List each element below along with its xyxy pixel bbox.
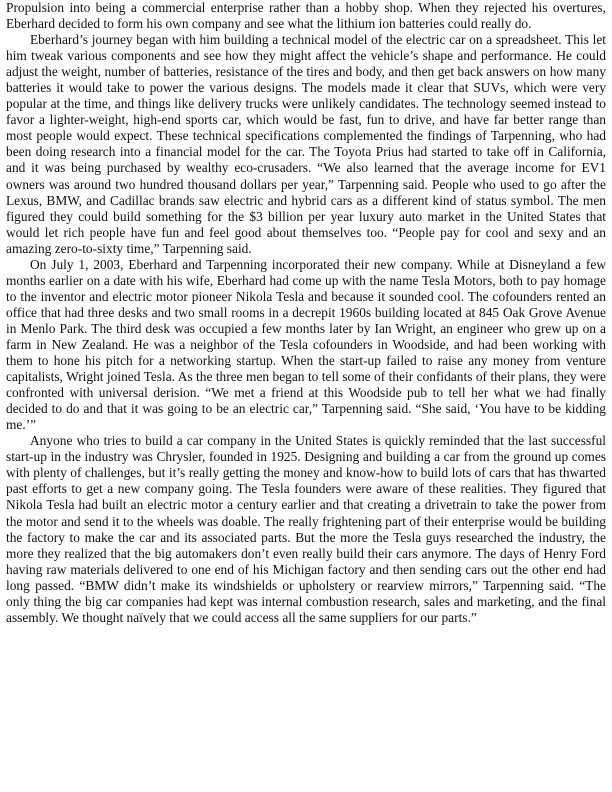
paragraph-car-industry: Anyone who tries to build a car company in the United States is quickly reminded that the last successful start-up in the industry was Chrysler, founded in 1925. Designing and building a car from the ground up comes with plenty of challenges, but it’s really getting the money and know-how to build lots of cars that has thwarted past efforts to get a new company going. The Tesla founders were aware of these realities. They figured that Nikola Tesla had built an electric motor a century earlier and that creating a drivetrain to take the power from the motor and send it to the wheels was doable. The really frightening part of their enterprise would be building the factory to make the car and its associated parts. But the more the Tesla guys researched the industry, the more they realized that the big automakers don’t even really build their cars anymore. The days of Henry Ford having raw materials delivered to one end of his Michigan factory and then sending cars out the other end had long passed. “BMW didn’t make its windshields or upholstery or rearview mirrors,” Tarpenning said. “The only thing the big car companies had kept was internal combustion research, sales and marketing, and the final assembly. We thought naïvely that we could access all the same suppliers for our parts.” — [6, 433, 606, 625]
paragraph-incorporation: On July 1, 2003, Eberhard and Tarpenning incorporated their new company. While at Disneyland a few months earlier on a date with his wife, Eberhard had come up with the name Tesla Motors, both to pay homage to the inventor and electric motor pioneer Nikola Tesla and because it sounded cool. The cofounders rented an office that had three desks and two small rooms in a decrepit 1960s building located at 845 Oak Grove Avenue in Menlo Park. The third desk was occupied a few months later by Ian Wright, an engineer who grew up on a farm in New Zealand. He was a neighbor of the Tesla cofounders in Woodside, and had been working with them to hone his pitch for a networking startup. When the start-up failed to raise any money from venture capitalists, Wright joined Tesla. As the three men began to tell some of their confidants of their plans, they were confronted with universal derision. “We met a friend at this Woodside pub to tell her what we had finally decided to do and that it was going to be an electric car,” Tarpenning said. “She said, ‘You have to be kidding me.’” — [6, 256, 606, 433]
paragraph-continuation: Propulsion into being a commercial enterprise rather than a hobby shop. When they rejected his overtures, Eberhard decided to form his own company and see what the lithium ion batteries could really do. — [6, 0, 606, 32]
paragraph-spreadsheet-model: Eberhard’s journey began with him building a technical model of the electric car on a spreadsheet. This let him tweak various components and see how they might affect the vehicle’s shape and performance. He could adjust the weight, number of batteries, resistance of the tires and body, and then get back answers on how many batteries it would take to power the various designs. The models made it clear that SUVs, which were very popular at the time, and things like delivery trucks were unlikely candidates. The technology seemed instead to favor a lighter-weight, high-end sports car, which would be fast, fun to drive, and have far better range than most people would expect. These technical specifications complemented the findings of Tarpenning, who had been doing research into a financial model for the car. The Toyota Prius had started to take off in California, and it was being purchased by wealthy eco-crusaders. “We also learned that the average income for EV1 owners was around two hundred thousand dollars per year,” Tarpenning said. People who used to go after the Lexus, BMW, and Cadillac brands saw electric and hybrid cars as a different kind of status symbol. The men figured they could build something for the $3 billion per year luxury auto market in the United States that would let rich people have fun and feel good about themselves too. “People pay for cool and sexy and an amazing zero-to-sixty time,” Tarpenning said. — [6, 32, 606, 256]
